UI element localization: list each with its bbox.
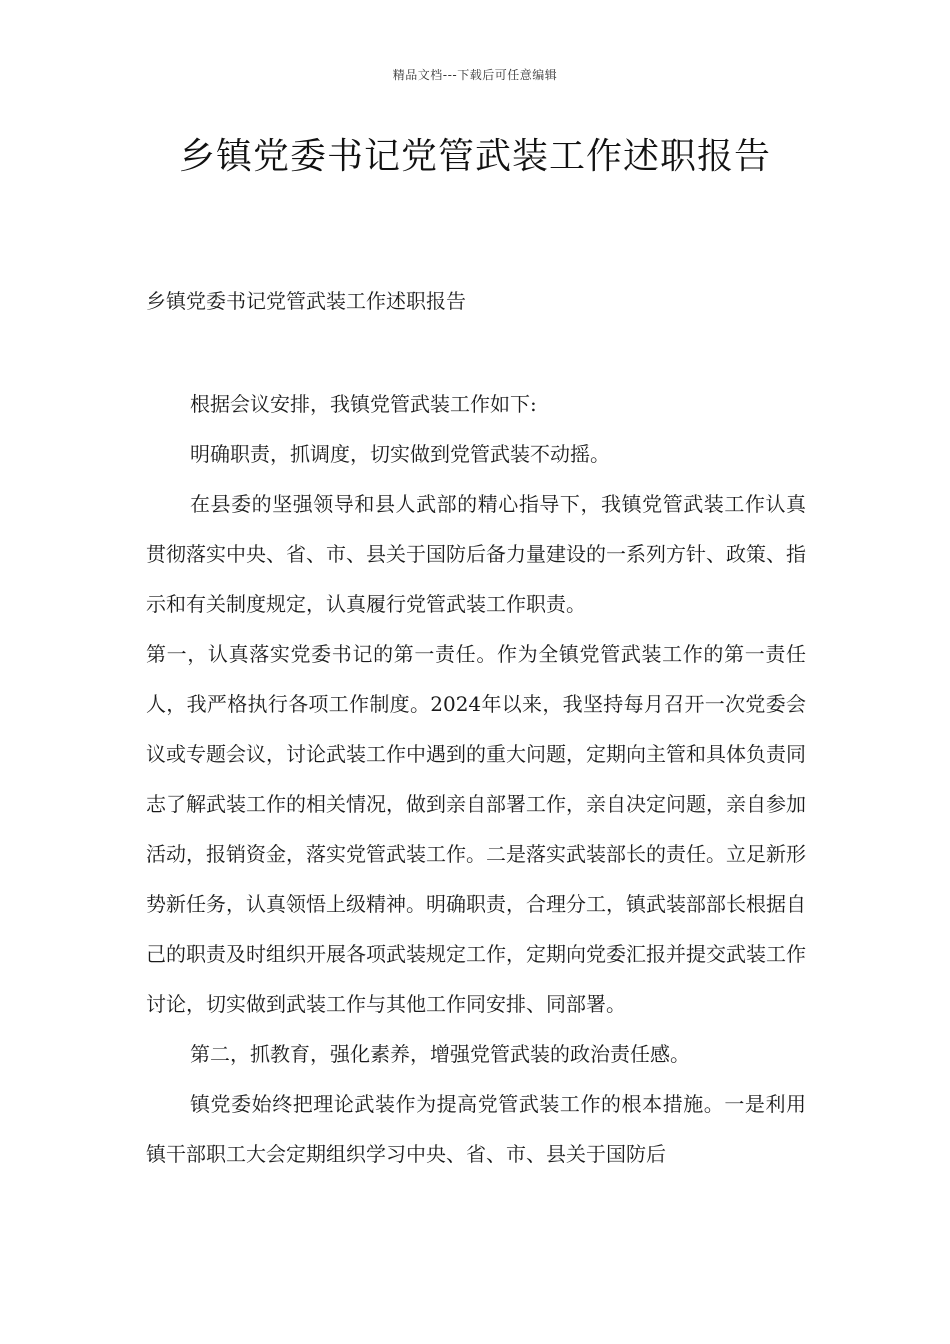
paragraph: 在县委的坚强领导和县人武部的精心指导下，我镇党管武装工作认真贯彻落实中央、省、市、县关于国防后备力量建设的一系列方针、政策、指示和有关制度规定，认真履行党管武装工作职责。 — [146, 492, 806, 616]
document-title: 乡镇党委书记党管武装工作述职报告 — [178, 136, 771, 177]
paragraph: 镇党委始终把理论武装作为提高党管武装工作的根本措施。一是利用镇干部职工大会定期组织学习中央、省、市、县关于国防后 — [146, 1092, 806, 1166]
paragraph: 第二，抓教育，强化素养，增强党管武装的政治责任感。 — [190, 1042, 690, 1066]
paragraph: 第一，认真落实党委书记的第一责任。作为全镇党管武装工作的第一责任人，我严格执行各项工作制度。2024年以来，我坚持每月召开一次党委会议或专题会议，讨论武装工作中遇到的重大问题，定期向主管和具体负责同志了解武装工作的相关情况，做到亲自部署工作，亲自决定问题，亲自参加活动，报销资金，落实党管武装工作。二是落实武装部长的责任。立足新形势新任务，认真领悟上级精神。明确职责，合理分工，镇武装部部长根据自己的职责及时组织开展各项武装规定工作，定期向党委汇报并提交武装工作讨论，切实做到武装工作与其他工作同安排、同部署。 — [146, 642, 806, 1016]
document-body — [146, 379, 806, 1179]
header-note: 精品文档---下载后可任意编辑 — [392, 68, 558, 82]
paragraph: 明确职责，抓调度，切实做到党管武装不动摇。 — [190, 442, 610, 466]
document-subtitle: 乡镇党委书记党管武装工作述职报告 — [146, 289, 466, 313]
paragraph: 根据会议安排，我镇党管武装工作如下: — [190, 392, 537, 416]
